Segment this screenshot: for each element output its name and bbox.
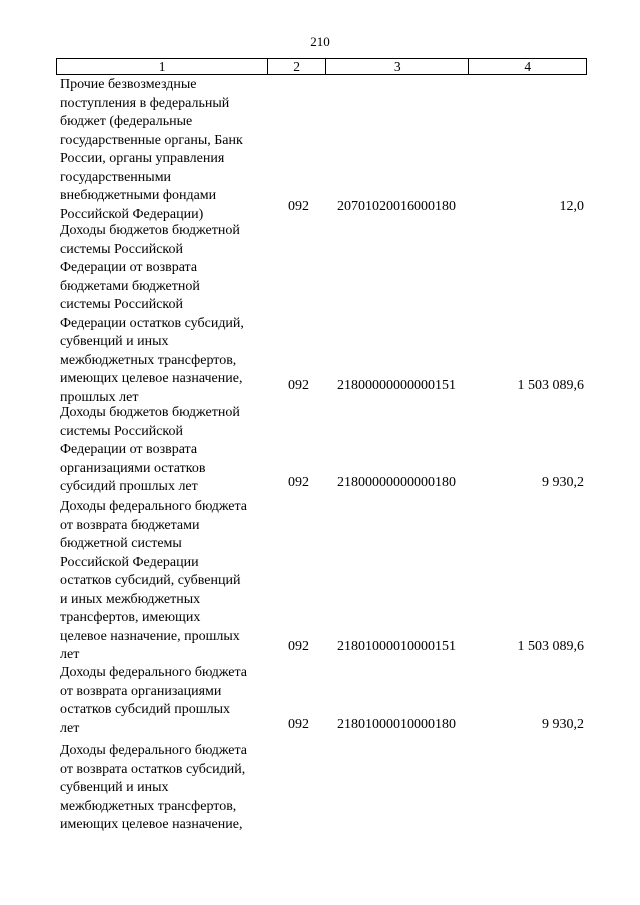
row-amount: 1 503 089,6 xyxy=(517,639,584,654)
description-line: Российской Федерации) xyxy=(60,206,204,222)
description-line: Прочие безвозмездные xyxy=(60,77,197,92)
description-line: Доходы федерального бюджета xyxy=(60,499,248,514)
description-line: Федерации остатков субсидий, xyxy=(60,315,244,331)
description-line: Доходы федерального бюджета xyxy=(60,743,248,758)
description-line: имеющих целевое назначение, xyxy=(60,371,243,386)
row-description xyxy=(60,742,262,835)
description-line: от возврата остатков субсидий, xyxy=(60,761,246,777)
row-kbk: 21801000010000180 xyxy=(337,717,456,732)
row-description xyxy=(60,664,262,738)
row-code: 092 xyxy=(288,639,309,654)
description-line: системы Российской xyxy=(60,297,184,312)
row-code: 092 xyxy=(288,199,309,214)
header-col-1: 1 xyxy=(158,59,166,74)
description-line: Доходы бюджетов бюджетной xyxy=(60,223,240,238)
description-line: Доходы бюджетов бюджетной xyxy=(60,405,240,420)
description-line: Российской Федерации xyxy=(60,554,199,570)
description-line: остатков субсидий прошлых xyxy=(60,702,230,717)
description-line: организациями остатков xyxy=(60,460,206,476)
description-line: от возврата организациями xyxy=(60,683,222,699)
description-line: лет xyxy=(60,720,80,736)
description-line: лет xyxy=(60,647,80,662)
description-line: субвенций и иных xyxy=(60,780,169,795)
description-line: поступления в федеральный xyxy=(60,95,230,111)
description-line: трансфертов, имеющих xyxy=(60,610,201,625)
description-line: межбюджетных трансфертов, xyxy=(60,798,237,814)
row-description xyxy=(60,76,262,224)
row-description xyxy=(60,222,262,407)
description-line: субсидий прошлых лет xyxy=(60,479,198,494)
row-kbk: 21800000000000151 xyxy=(337,378,456,393)
page-number: 210 xyxy=(310,34,330,49)
description-line: имеющих целевое назначение, xyxy=(60,817,243,832)
description-line: системы Российской xyxy=(60,423,184,439)
row-code: 092 xyxy=(288,378,309,393)
description-line: бюджетной системы xyxy=(60,536,182,551)
description-line: прошлых лет xyxy=(60,389,139,405)
description-line: государственные органы, Банк xyxy=(60,132,243,148)
row-kbk: 21801000010000151 xyxy=(337,639,456,654)
row-amount: 1 503 089,6 xyxy=(517,378,584,393)
row-amount: 12,0 xyxy=(559,199,584,214)
description-line: от возврата бюджетами xyxy=(60,517,200,533)
description-line: межбюджетных трансфертов, xyxy=(60,352,237,368)
description-line: бюджетами бюджетной xyxy=(60,278,200,294)
header-col-4: 4 xyxy=(468,59,586,74)
description-line: целевое назначение, прошлых xyxy=(60,628,240,644)
row-code: 092 xyxy=(288,717,309,732)
row-kbk: 20701020016000180 xyxy=(337,199,456,214)
header-col-2: 2 xyxy=(267,59,325,74)
description-line: бюджет (федеральные xyxy=(60,114,193,129)
description-line: России, органы управления xyxy=(60,151,225,166)
description-line: остатков субсидий, субвенций xyxy=(60,573,241,588)
description-line: системы Российской xyxy=(60,241,184,257)
row-description xyxy=(60,404,262,497)
row-code: 092 xyxy=(288,475,309,490)
description-line: Федерации от возврата xyxy=(60,442,198,457)
description-line: и иных межбюджетных xyxy=(60,591,201,607)
row-amount: 9 930,2 xyxy=(542,475,584,490)
description-line: Доходы федерального бюджета xyxy=(60,665,248,680)
row-kbk: 21800000000000180 xyxy=(337,475,456,490)
header-col-3: 3 xyxy=(325,59,468,74)
row-description xyxy=(60,498,262,665)
description-line: внебюджетными фондами xyxy=(60,188,217,203)
description-line: субвенций и иных xyxy=(60,334,169,349)
table-header xyxy=(56,58,587,75)
row-amount: 9 930,2 xyxy=(542,717,584,732)
description-line: Федерации от возврата xyxy=(60,260,198,275)
description-line: государственными xyxy=(60,169,172,185)
